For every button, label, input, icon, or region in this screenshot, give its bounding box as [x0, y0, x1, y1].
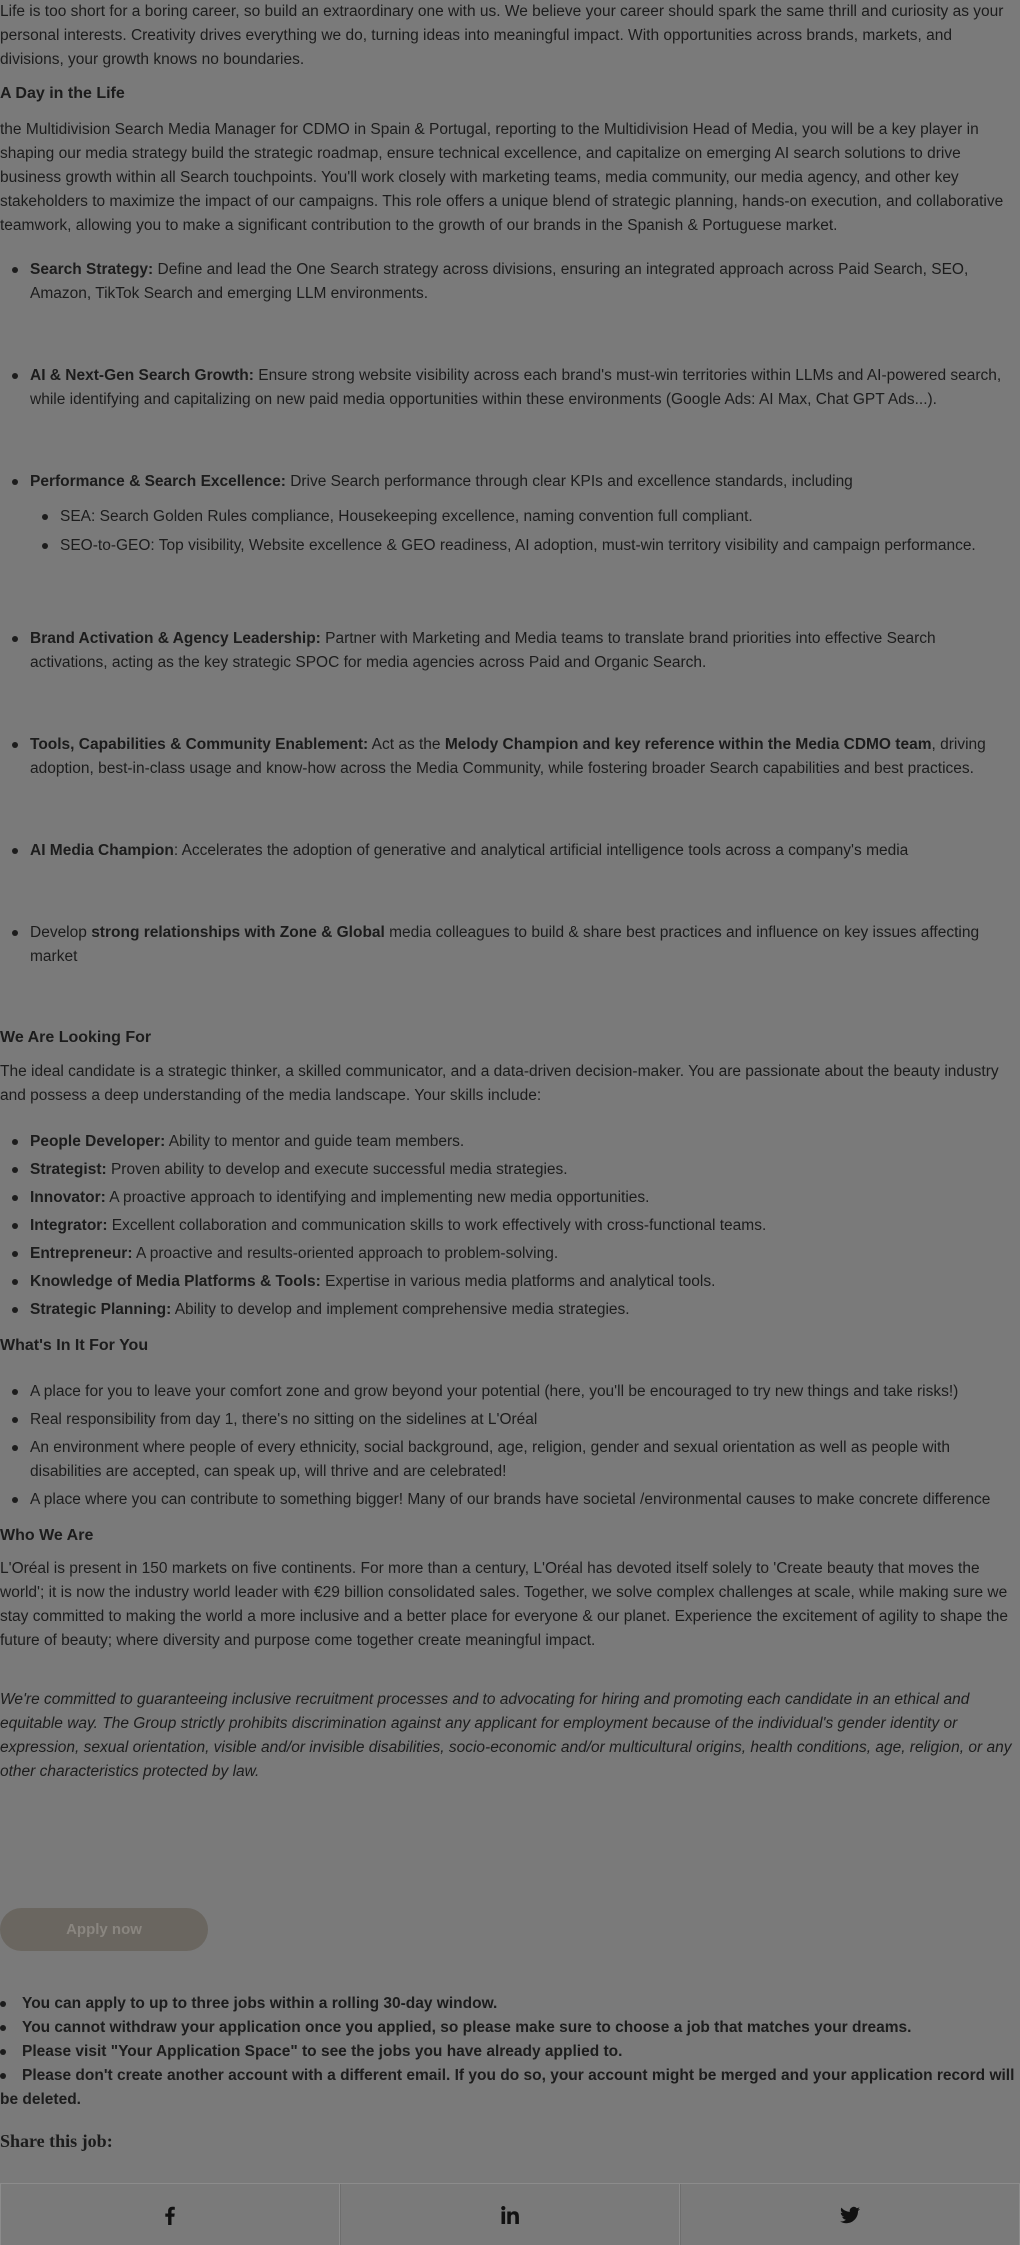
- inclusion-statement: We're committed to guaranteeing inclusive recruitment processes and to advocating for hiring and promoting each candidate in an ethical and equitable way. The Group strictly prohibits discrimination against any applicant for employment because of the individual's gender identity or expression, sexual orientation, visible and/or invisible disabilities, socio-economic and/or multicultural origins, health conditions, age, religion, or any other characteristics protected by law.: [0, 1691, 1012, 1780]
- share-twitter-button[interactable]: [680, 2184, 1020, 2245]
- note-text: You cannot withdraw your application once you applied, so please make sure to choose a job that matches your dreams.: [22, 2019, 912, 2036]
- apply-now-button[interactable]: Apply now: [0, 1908, 208, 1951]
- share-facebook-button[interactable]: [0, 2184, 340, 2245]
- item-bold: Entrepreneur:: [30, 1245, 133, 1262]
- day-in-life-heading: A Day in the Life: [0, 85, 125, 102]
- who-we-are-paragraph: L'Oréal is present in 150 markets on five continents. For more than a century, L'Oréal has devoted itself solely to 'Create beauty that moves the world'; it is now the industry world leader with €29 billion consolidated sales. Together, we solve complex challenges at scale, while making sure we stay committed to making the world a more inclusive and a better place for everyone & our planet. Experience the excitement of agility to shape the future of beauty; where diversity and purpose come together create meaningful impact.: [0, 1560, 1009, 1649]
- item-text: Define and lead the One Search strategy across divisions, ensuring an integrated approach across Paid Search, SEO, Amazon, TikTok Search and emerging LLM environments.: [30, 261, 969, 302]
- whats-in-it-heading: What's In It For You: [0, 1337, 149, 1354]
- item-text: media colleagues to build & share best practices and influence on key issues affecting market: [30, 924, 980, 965]
- list-item: [30, 1130, 1015, 1154]
- item-bold: Strategist:: [30, 1161, 107, 1178]
- share-linkedin-button[interactable]: [340, 2184, 680, 2245]
- item-bold: Brand Activation & Agency Leadership:: [30, 630, 321, 647]
- item-bold: Strategic Planning:: [30, 1301, 172, 1318]
- item-text: Act as the: [368, 736, 445, 753]
- share-title: Share this job:: [0, 2131, 113, 2151]
- note-item: [0, 2064, 1015, 2112]
- list-item: [30, 921, 1015, 969]
- note-text: Please visit "Your Application Space" to see the jobs you have already applied to.: [22, 2043, 623, 2060]
- note-item: [0, 2016, 1015, 2040]
- list-item: A place where you can contribute to something bigger! Many of our brands have societal /environmental causes to make concrete difference: [30, 1488, 1015, 1512]
- list-item: Real responsibility from day 1, there's no sitting on the sidelines at L'Oréal: [30, 1408, 1015, 1432]
- item-text: A proactive approach to identifying and implementing new media opportunities.: [105, 1189, 650, 1206]
- list-item: [30, 1186, 1015, 1210]
- item-bold: Melody Champion and key reference within the Media CDMO team: [444, 736, 932, 753]
- list-item: [30, 1242, 1015, 1266]
- sub-list-item: SEO-to-GEO: Top visibility, Website excellence & GEO readiness, AI adoption, must-win territory visibility and campaign performance.: [60, 534, 1010, 558]
- item-text: Expertise in various media platforms and analytical tools.: [320, 1273, 716, 1290]
- item-text: Develop: [30, 924, 92, 941]
- item-bold: Innovator:: [30, 1189, 106, 1206]
- item-bold: strong relationships with Zone & Global: [91, 924, 385, 941]
- linkedin-icon: [498, 2203, 522, 2227]
- list-item: An environment where people of every ethnicity, social background, age, religion, gender and sexual orientation as well as people with disabilities are accepted, can speak up, will thrive and are celebrated!: [30, 1436, 1015, 1484]
- note-item: [0, 1992, 1015, 2016]
- item-bold: AI & Next-Gen Search Growth:: [30, 367, 254, 384]
- twitter-icon: [838, 2203, 862, 2227]
- looking-for-paragraph: The ideal candidate is a strategic thinker, a skilled communicator, and a data-driven decision-maker. You are passionate about the beauty industry and possess a deep understanding of the media landscape. Your skills include:: [0, 1063, 999, 1104]
- list-item: [30, 470, 1015, 494]
- item-bold: Search Strategy:: [30, 261, 154, 278]
- intro-paragraph: Life is too short for a boring career, so build an extraordinary one with us. We believe your career should spark the same thrill and curiosity as your personal interests. Creativity drives everything we do, turning ideas into meaningful impact. With opportunities across brands, markets, and divisions, your growth knows no boundaries.: [0, 3, 1004, 68]
- item-text: A proactive and results-oriented approach to problem-solving.: [132, 1245, 559, 1262]
- item-text: : Accelerates the adoption of generative and analytical artificial intelligence tools across a company's media: [173, 842, 909, 859]
- looking-for-heading: We Are Looking For: [0, 1029, 152, 1046]
- item-text: Proven ability to develop and execute successful media strategies.: [106, 1161, 568, 1178]
- item-bold: Tools, Capabilities & Community Enablement:: [30, 736, 369, 753]
- note-text: You can apply to up to three jobs within a rolling 30-day window.: [22, 1995, 498, 2012]
- list-item: [30, 839, 1015, 863]
- item-text: Drive Search performance through clear KPIs and excellence standards, including: [285, 473, 853, 490]
- item-text: Partner with Marketing and Media teams to translate brand priorities into effective Search activations, acting as the key strategic SPOC for media agencies across Paid and Organic Search.: [30, 630, 936, 671]
- share-bar: [0, 2183, 1020, 2245]
- list-item: [30, 1270, 1015, 1294]
- list-item: [30, 1298, 1015, 1322]
- item-text: Ensure strong website visibility across each brand's must-win territories within LLMs and AI-powered search, while identifying and capitalizing on new paid media opportunities within these environments (Google Ads: AI Max, Chat GPT Ads...).: [30, 367, 1002, 408]
- day-in-life-paragraph: the Multidivision Search Media Manager for CDMO in Spain & Portugal, reporting to the Multidivision Head of Media, you will be a key player in shaping our media strategy build the strategic roadmap, ensure technical excellence, and capitalize on emerging AI search solutions to drive business growth within all Search touchpoints. You'll work closely with marketing teams, media community, our media agency, and other key stakeholders to maximize the impact of our campaigns. This role offers a unique blend of strategic planning, hands-on execution, and collaborative teamwork, allowing you to make a significant contribution to the growth of our brands in the Spanish & Portuguese market.: [0, 121, 1004, 234]
- list-item: [30, 1158, 1015, 1182]
- list-item: [30, 258, 1015, 306]
- list-item: [30, 1214, 1015, 1238]
- list-item: A place for you to leave your comfort zone and grow beyond your potential (here, you'll be encouraged to try new things and take risks!): [30, 1380, 1015, 1404]
- item-text: , driving adoption, best-in-class usage and know-how across the Media Community, while fostering broader Search capabilities and best practices.: [30, 736, 986, 777]
- list-item: [30, 364, 1015, 412]
- item-bold: Performance & Search Excellence:: [30, 473, 286, 490]
- item-bold: AI Media Champion: [30, 842, 174, 859]
- item-bold: Integrator:: [30, 1217, 108, 1234]
- item-text: Ability to develop and implement comprehensive media strategies.: [171, 1301, 630, 1318]
- note-text: Please don't create another account with a different email. If you do so, your account might be merged and your application record will be deleted.: [0, 2067, 1015, 2108]
- item-bold: Knowledge of Media Platforms & Tools:: [30, 1273, 321, 1290]
- item-text: Ability to mentor and guide team members.: [165, 1133, 465, 1150]
- item-text: Excellent collaboration and communication skills to work effectively with cross-functional teams.: [107, 1217, 767, 1234]
- list-item: [30, 627, 1015, 675]
- facebook-icon: [158, 2203, 182, 2227]
- list-item: [30, 733, 1015, 781]
- item-bold: People Developer:: [30, 1133, 166, 1150]
- who-we-are-heading: Who We Are: [0, 1527, 94, 1544]
- sub-list-item: SEA: Search Golden Rules compliance, Housekeeping excellence, naming convention full compliant.: [60, 505, 1010, 529]
- note-item: [0, 2040, 1015, 2064]
